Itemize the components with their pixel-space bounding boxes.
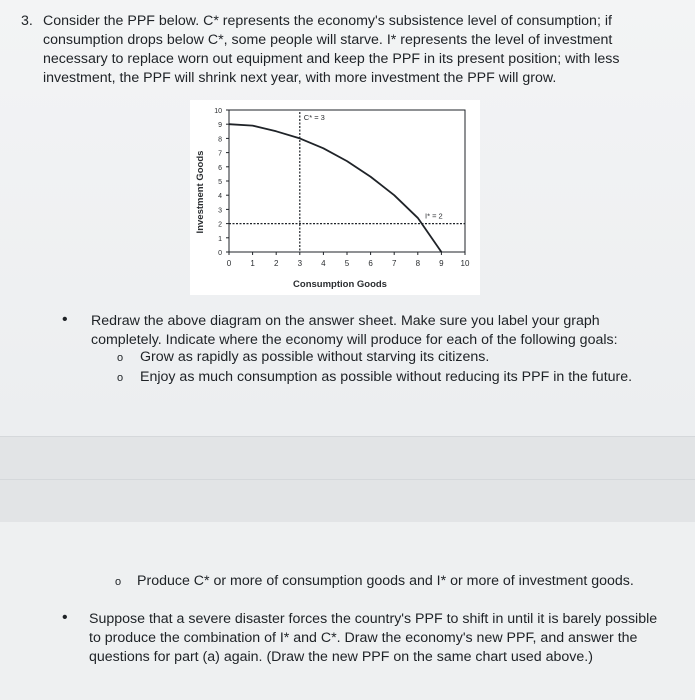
y-tick-label: 6 (218, 164, 222, 172)
instruction-line: Redraw the above diagram on the answer sheet. Make sure you label your graph (91, 313, 600, 329)
chart-background (190, 100, 480, 295)
x-tick-label: 1 (250, 259, 255, 268)
x-tick-label: 9 (439, 259, 444, 268)
question-number: 3. (21, 13, 33, 29)
y-tick-label: 7 (218, 150, 222, 158)
ppf-chart (190, 100, 480, 295)
disaster-question (89, 610, 689, 667)
sub-bullet-icon: o (117, 372, 124, 384)
x-tick-label: 8 (415, 259, 421, 268)
y-tick-label: 3 (218, 207, 222, 215)
x-tick-label: 2 (273, 259, 279, 268)
x-tick-label: 10 (460, 259, 470, 268)
x-tick-label: 0 (226, 259, 232, 268)
c-star-label: C* = 3 (303, 113, 325, 122)
x-tick-label: 3 (297, 259, 303, 268)
disaster-line: to produce the combination of I* and C*. Draw the economy's new PPF, and answer the (89, 630, 638, 646)
disaster-line: questions for part (a) again. (Draw the new PPF on the same chart used above.) (89, 649, 593, 665)
question-line: necessary to replace worn out equipment and keep the PPF in its present position; with less (43, 51, 620, 67)
instruction-line: completely. Indicate where the economy will produce for each of the following goals: (91, 332, 618, 348)
y-tick-label: 10 (214, 108, 222, 115)
question-line: Consider the PPF below. C* represents the economy's subsistence level of consumption; if (43, 13, 612, 29)
i-star-label: I* = 2 (425, 211, 443, 221)
bullet-icon: • (62, 311, 68, 328)
y-tick-label: 5 (218, 179, 222, 186)
y-tick-label: 2 (218, 221, 222, 229)
sub-bullet-icon: o (117, 352, 124, 364)
bullet-icon: • (62, 609, 68, 626)
redraw-instruction (91, 312, 681, 350)
x-tick-label: 4 (321, 259, 326, 268)
y-tick-label: 4 (218, 193, 222, 201)
x-tick-label: 6 (368, 259, 373, 268)
page-gap-band (0, 436, 695, 480)
y-tick-label: 9 (218, 122, 222, 130)
y-axis-label: Investment Goods (195, 150, 206, 234)
goal-item: Grow as rapidly as possible without starving its citizens. (140, 349, 490, 365)
x-tick-label: 5 (344, 259, 350, 268)
y-tick-label: 8 (218, 136, 222, 144)
y-tick-label: 1 (218, 235, 222, 243)
disaster-line: Suppose that a severe disaster forces the country's PPF to shift in until it is barely possible (89, 611, 658, 627)
x-tick-label: 7 (391, 259, 397, 268)
page-gap-band (0, 479, 695, 523)
sub-bullet-icon: o (115, 576, 122, 588)
x-axis-label: Consumption Goods (293, 279, 387, 290)
goal-item: Enjoy as much consumption as possible without reducing its PPF in the future. (140, 369, 633, 385)
question-line: consumption drops below C*, some people will starve. I* represents the level of investment (43, 32, 613, 48)
question-text (43, 12, 683, 88)
y-tick-label: 0 (218, 250, 222, 257)
goal-item: Produce C* or more of consumption goods and I* or more of investment goods. (137, 573, 634, 589)
question-line: investment, the PPF will shrink next year, with more investment the PPF will grow. (43, 70, 557, 86)
